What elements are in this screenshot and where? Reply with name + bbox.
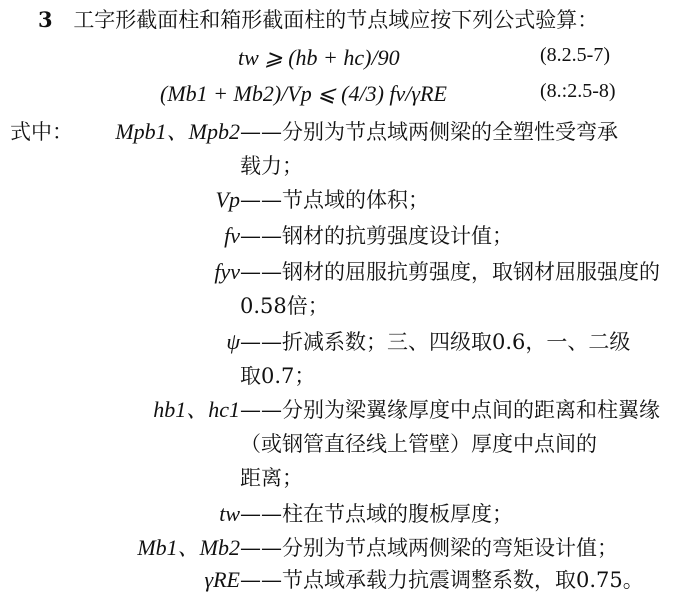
def-text-hb1-cont2: 距离；: [240, 466, 303, 490]
def-term-vp: Vp: [215, 187, 240, 212]
clause-number: 3: [38, 7, 53, 32]
equation-number-2: (8.:2.5-8): [540, 80, 616, 102]
clause-text: 工字形截面柱和箱形截面柱的节点域应按下列公式验算：: [73, 8, 599, 32]
def-text-psi: ——折减系数；三、四级取0.6，一、二级: [240, 330, 631, 354]
equation-number-1: (8.2.5-7): [540, 44, 610, 66]
where-label: 式中：: [10, 120, 73, 144]
def-text-fv: ——钢材的抗剪强度设计值；: [240, 224, 513, 248]
def-text-mpb: ——分别为节点域两侧梁的全塑性受弯承: [240, 120, 618, 144]
def-text-gamma-re: ——节点域承载力抗震调整系数，取0.75。: [240, 568, 644, 592]
def-term-mpb: Mpb1、Mpb2: [115, 119, 240, 144]
def-text-tw: ——柱在节点域的腹板厚度；: [240, 502, 513, 526]
def-term-fyv: fyv: [214, 259, 240, 284]
def-text-mpb-cont: 载力；: [240, 154, 303, 178]
def-text-vp: ——节点域的体积；: [240, 188, 429, 212]
def-text-fyv-cont: 0.58倍；: [240, 294, 329, 318]
def-text-hb1: ——分别为梁翼缘厚度中点间的距离和柱翼缘: [240, 398, 660, 422]
equation-formula-1: tw ⩾ (hb + hc)/90: [238, 45, 400, 70]
def-term-tw: tw: [219, 501, 240, 526]
def-term-fv: fv: [224, 223, 240, 248]
clause-heading: [38, 6, 598, 34]
def-term-mb: Mb1、Mb2: [137, 535, 240, 560]
def-term-hb1: hb1、hc1: [153, 397, 240, 422]
def-term-psi: ψ: [226, 329, 240, 354]
equation-formula-2: (Mb1 + Mb2)/Vp ⩽ (4/3) fv/γRE: [160, 81, 447, 106]
def-text-hb1-cont1: （或钢管直径线上管壁）厚度中点间的: [240, 432, 597, 456]
def-text-mb: ——分别为节点域两侧梁的弯矩设计值；: [240, 536, 618, 560]
def-text-fyv: ——钢材的屈服抗剪强度，取钢材屈服强度的: [240, 260, 660, 284]
def-text-psi-cont: 取0.7；: [240, 364, 316, 388]
def-term-gamma-re: γRE: [204, 567, 240, 592]
